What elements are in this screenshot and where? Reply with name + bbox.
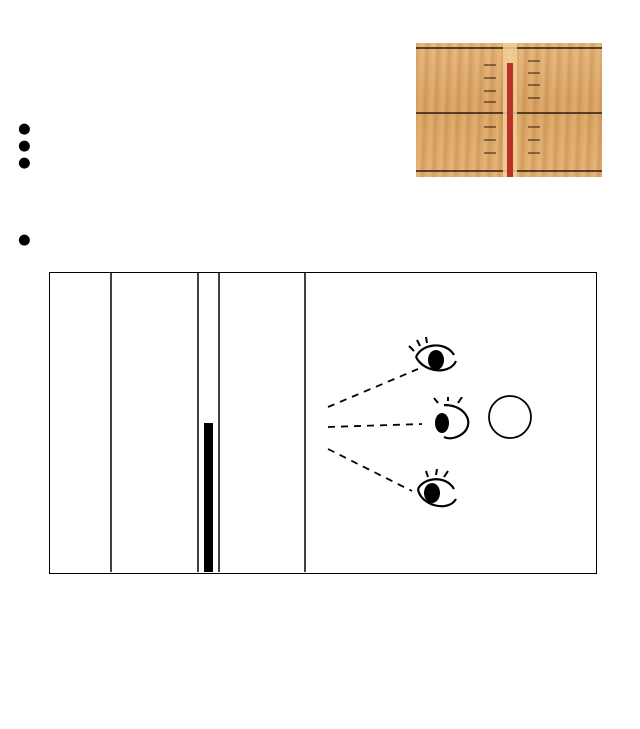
product-photo xyxy=(416,43,602,177)
feature-item xyxy=(18,155,32,172)
feature-item xyxy=(18,121,32,138)
photo-scale-lines xyxy=(416,43,602,177)
features-list xyxy=(18,121,32,172)
usage-list xyxy=(18,232,32,249)
usage-item xyxy=(18,232,32,249)
feature-item xyxy=(18,138,32,155)
eye-looking-level-icon xyxy=(422,397,474,445)
eye-looking-up-icon xyxy=(406,469,466,521)
correct-mark-circle xyxy=(486,393,534,441)
eye-looking-down-icon xyxy=(406,333,466,381)
thermometer-liquid xyxy=(204,423,213,572)
usage-diagram xyxy=(49,272,597,574)
